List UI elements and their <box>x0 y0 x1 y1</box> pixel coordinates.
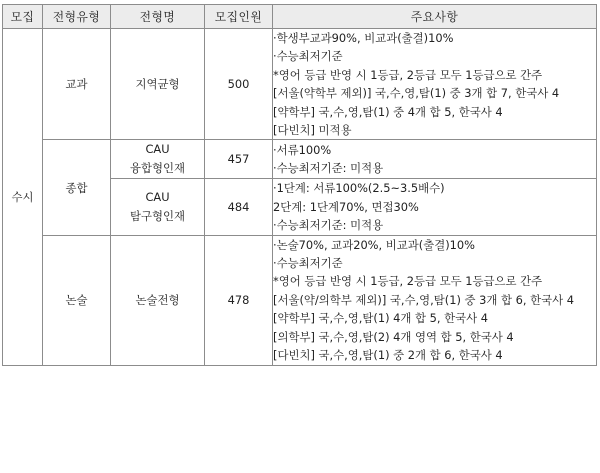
name-line: CAU <box>145 142 170 157</box>
type-cell-comprehensive: 종합 <box>43 140 111 235</box>
note-line: [약학부] 국,수,영,탐(1) 중 4개 합 5, 한국사 4 <box>273 104 503 119</box>
name-cell <box>111 140 205 179</box>
type-cell-subject: 교과 <box>43 29 111 140</box>
notes-cell <box>273 29 597 140</box>
note-line: ·서류100% <box>273 143 332 158</box>
header-notes: 주요사항 <box>273 5 597 29</box>
notes-cell <box>273 140 597 179</box>
note-line: ·수능최저기준 <box>273 49 343 64</box>
header-type: 전형유형 <box>43 5 111 29</box>
notes-cell <box>273 235 597 365</box>
recruit-period-cell: 수시 <box>3 29 43 366</box>
note-line: ·수능최저기준: 미적용 <box>273 161 384 176</box>
note-line: ·1단계: 서류100%(2.5~3.5배수) <box>273 181 445 196</box>
header-count: 모집인원 <box>205 5 273 29</box>
note-line: 2단계: 1단계70%, 면접30% <box>273 199 419 214</box>
note-line: [약학부] 국,수,영,탐(1) 4개 합 5, 한국사 4 <box>273 311 489 326</box>
name-line: 탐구형인재 <box>129 209 186 224</box>
note-line: *영어 등급 반영 시 1등급, 2등급 모두 1등급으로 간주 <box>273 67 543 82</box>
note-line: [서울(약/의학부 제외)] 국,수,영,탐(1) 중 3개 합 6, 한국사 4 <box>273 292 574 307</box>
name-line: 융합형인재 <box>129 161 186 176</box>
admissions-table <box>2 4 597 366</box>
type-cell-essay: 논술 <box>43 235 111 365</box>
count-cell: 478 <box>205 235 273 365</box>
note-line: [의학부] 국,수,영,탐(2) 4개 영역 합 5, 한국사 4 <box>273 329 514 344</box>
header-name: 전형명 <box>111 5 205 29</box>
note-line: *영어 등급 반영 시 1등급, 2등급 모두 1등급으로 간주 <box>273 274 543 289</box>
header-row <box>3 5 597 29</box>
note-line: ·수능최저기준 <box>273 256 343 271</box>
name-cell: 논술전형 <box>111 235 205 365</box>
name-line: CAU <box>145 190 170 205</box>
note-line: [다빈치] 미적용 <box>273 123 352 138</box>
table-row <box>3 140 597 179</box>
name-cell <box>111 179 205 235</box>
table-row <box>3 235 597 365</box>
note-line: ·학생부교과90%, 비교과(출결)10% <box>273 31 454 45</box>
note-line: [서울(약학부 제외)] 국,수,영,탐(1) 중 3개 합 7, 한국사 4 <box>273 86 560 101</box>
header-recruit: 모집 <box>3 5 43 29</box>
note-line: ·수능최저기준: 미적용 <box>273 218 384 233</box>
table-row <box>3 29 597 140</box>
count-cell: 484 <box>205 179 273 235</box>
count-cell: 457 <box>205 140 273 179</box>
note-line: ·논술70%, 교과20%, 비교과(출결)10% <box>273 237 475 252</box>
name-cell: 지역균형 <box>111 29 205 140</box>
note-line: [다빈치] 국,수,영,탐(1) 중 2개 합 6, 한국사 4 <box>273 348 503 363</box>
count-cell: 500 <box>205 29 273 140</box>
notes-cell <box>273 179 597 235</box>
